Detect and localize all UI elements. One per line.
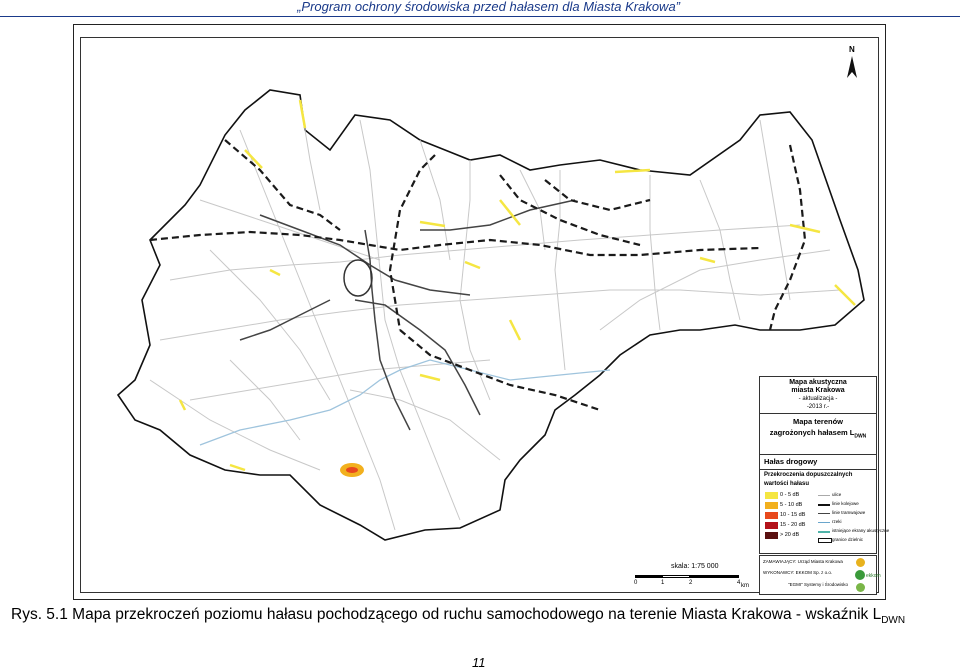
- legend-title-1: Mapa akustyczna: [789, 379, 847, 386]
- scale-bar-graphic: [635, 575, 739, 578]
- legend-excess-title-2: wartości hałasu: [764, 481, 810, 487]
- legend-noise-title-block: [760, 455, 876, 470]
- logo-icon: [856, 558, 865, 567]
- figure-caption: Rys. 5.1 Mapa przekroczeń poziomu hałasu pochodzącego od ruchu samochodowego na terenie Miasta Krakowa - wskaźnik $L_{DWN}$: [11, 606, 906, 627]
- credit-partner: "EGMI" Systemy i Środowisko: [788, 582, 848, 587]
- legend-classes: Przekroczenia dopuszczalnych wartości hałasu 0 - 5 dB 5 - 10 dB 10 - 15 dB 15 - 20 dB > 20 dB ulice linie kolejowe linie tramwajowe rzeki istniejące ekrany akustyczne granice dzielnic: [760, 470, 876, 556]
- noise-hotspot: [340, 463, 364, 477]
- legend-title-2: miasta Krakowa: [791, 387, 845, 394]
- legend-map-title-1: Mapa terenów: [792, 417, 843, 426]
- legend-title-block: [760, 377, 876, 414]
- scale-tick: 4: [737, 580, 741, 586]
- ekkom-logo-text: ekkom: [866, 573, 881, 579]
- north-label: N: [849, 45, 855, 54]
- credit-client: ZAMAWIAJĄCY: Urząd Miasta Krakowa: [763, 559, 843, 564]
- page-number: 11: [472, 655, 486, 670]
- leaf-logo-icon: [856, 583, 865, 592]
- legend-sub-1: - aktualizacja -: [798, 396, 838, 402]
- legend-noise-title: Hałas drogowy: [764, 457, 818, 466]
- credit-contractor: WYKONAWCY: EKKOM Sp. z o.o.: [763, 570, 833, 575]
- map-credits: [759, 555, 881, 595]
- scale-tick: 0: [634, 580, 638, 586]
- map-legend: [759, 376, 890, 554]
- scale-label: skala: 1:75 000: [671, 563, 719, 570]
- ekkom-logo-icon: [855, 570, 865, 580]
- header-title: „Program ochrony środowiska przed hałasem dla Miasta Krakowa”: [297, 0, 680, 14]
- scale-tick: 2: [689, 580, 693, 586]
- scale-unit: km: [741, 583, 749, 589]
- legend-sub-2: -2013 r.-: [806, 404, 830, 410]
- scale-tick: 1: [661, 580, 665, 586]
- legend-map-title-2: zagrożonych hałasem $L_{DWN}$: [769, 428, 867, 440]
- legend-map-title-block: [760, 414, 876, 455]
- city-boundary: [118, 90, 864, 540]
- legend-excess-title-1: Przekroczenia dopuszczalnych: [764, 472, 853, 478]
- scale-bar: [633, 563, 749, 589]
